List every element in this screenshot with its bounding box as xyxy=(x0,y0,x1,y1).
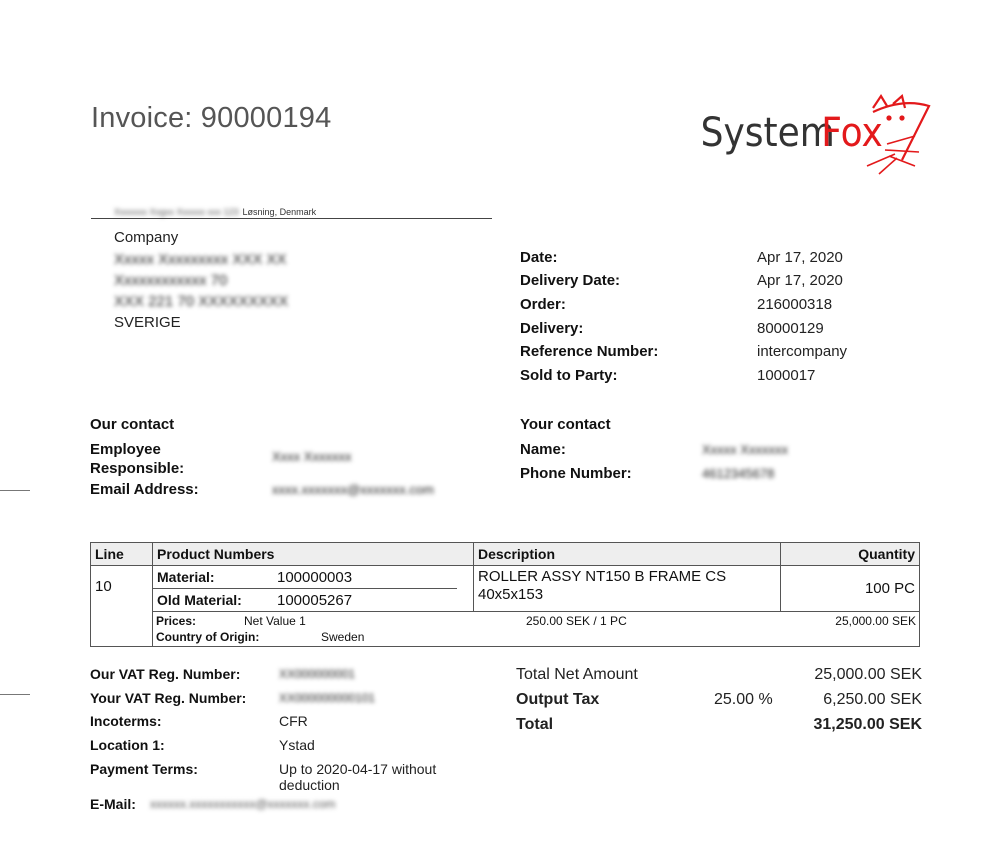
fold-mark xyxy=(0,490,30,491)
column-header-description: Description xyxy=(474,543,781,566)
sender-address-blurred: Xxxxxxx Xxgxx Xxxxxx xxx 123 xyxy=(114,207,239,217)
output-tax-label: Output Tax xyxy=(516,691,600,708)
date-label: Date: xyxy=(520,249,558,266)
old-material-value: 100005267 xyxy=(277,591,353,609)
table-header-row xyxy=(91,543,920,566)
output-tax-value: 6,250.00 SEK xyxy=(823,691,922,708)
page-title: Invoice: 90000194 xyxy=(91,102,332,134)
logo-text-fox: Fox xyxy=(821,109,883,156)
sender-divider xyxy=(91,218,492,219)
material-label: Material: xyxy=(157,569,215,585)
incoterms-label: Incoterms: xyxy=(90,713,162,729)
payment-terms-value: Up to 2020-04-17 without deduction xyxy=(279,761,437,793)
column-header-line: Line xyxy=(91,543,153,566)
employee-responsible-value: Xxxx Xxxxxxx xyxy=(272,449,352,464)
phone-number-value: 4612345678 xyxy=(702,466,775,481)
employee-responsible-label: Employee Responsible: xyxy=(90,441,185,477)
unit-price: 250.00 SEK / 1 PC xyxy=(526,614,627,628)
recipient-company: Company xyxy=(114,229,179,246)
total-net-amount-value: 25,000.00 SEK xyxy=(814,666,922,683)
your-vat-label: Your VAT Reg. Number: xyxy=(90,690,247,706)
order-label: Order: xyxy=(520,296,566,313)
recipient-country: SVERIGE xyxy=(114,314,181,331)
location-value: Ystad xyxy=(279,737,315,753)
email-address-value: xxxx.xxxxxxx@xxxxxxx.com xyxy=(272,482,434,497)
reference-number-value: intercompany xyxy=(757,343,848,360)
line-total: 25,000.00 SEK xyxy=(835,614,916,628)
date-value: Apr 17, 2020 xyxy=(757,249,843,266)
delivery-date-label: Delivery Date: xyxy=(520,272,621,289)
our-vat-label: Our VAT Reg. Number: xyxy=(90,666,241,682)
old-material-label: Old Material: xyxy=(157,592,242,608)
total-net-amount-label: Total Net Amount xyxy=(516,666,638,683)
your-vat-value: XX000000000101 xyxy=(279,691,376,705)
invoice-items-table xyxy=(90,542,920,647)
sold-to-party-label: Sold to Party: xyxy=(520,367,618,384)
contact-name-value: Xxxxx Xxxxxxx xyxy=(702,442,788,457)
incoterms-value: CFR xyxy=(279,713,308,729)
recipient-line-4: XXX 221 70 XXXXXXXXX xyxy=(114,293,289,310)
product-numbers-cell xyxy=(153,566,474,612)
fold-mark xyxy=(0,694,30,695)
pricing-cell xyxy=(153,612,920,647)
line-number: 10 xyxy=(91,566,153,647)
net-value-label: Net Value 1 xyxy=(244,614,306,628)
systemfox-logo xyxy=(697,92,937,184)
prices-row xyxy=(156,613,916,629)
delivery-date-value: Apr 17, 2020 xyxy=(757,272,843,289)
sender-address xyxy=(114,207,316,217)
your-contact-heading: Your contact xyxy=(520,416,611,433)
material-row xyxy=(153,566,457,589)
material-value: 100000003 xyxy=(277,568,353,586)
table-row xyxy=(91,566,920,612)
delivery-value: 80000129 xyxy=(757,320,824,337)
column-header-quantity: Quantity xyxy=(781,543,920,566)
logo-text-system: System xyxy=(700,109,835,156)
email-label: E-Mail: xyxy=(90,796,136,812)
total-label: Total xyxy=(516,716,554,733)
item-description: ROLLER ASSY NT150 B FRAME CS 40x5x153 xyxy=(474,566,781,612)
origin-label: Country of Origin: xyxy=(156,630,260,644)
location-label: Location 1: xyxy=(90,737,165,753)
delivery-label: Delivery: xyxy=(520,320,584,337)
our-vat-value: XX000000001 xyxy=(279,667,356,681)
sold-to-party-value: 1000017 xyxy=(757,367,816,384)
item-quantity: 100 PC xyxy=(781,566,920,612)
phone-number-label: Phone Number: xyxy=(520,465,632,482)
reference-number-label: Reference Number: xyxy=(520,343,659,360)
recipient-line-3: Xxxxxxxxxxxx 70 xyxy=(114,272,228,289)
old-material-row xyxy=(153,589,473,611)
email-value: xxxxxx.xxxxxxxxxxx@xxxxxxx.com xyxy=(150,797,336,811)
our-contact-heading: Our contact xyxy=(90,416,175,433)
payment-terms-label: Payment Terms: xyxy=(90,761,198,777)
email-address-label: Email Address: xyxy=(90,481,199,498)
origin-value: Sweden xyxy=(321,630,365,644)
sender-address-suffix: Løsning, Denmark xyxy=(242,207,317,217)
order-value: 216000318 xyxy=(757,296,833,313)
prices-label: Prices: xyxy=(156,614,197,628)
output-tax-rate: 25.00 % xyxy=(714,691,773,708)
column-header-product: Product Numbers xyxy=(153,543,474,566)
total-value: 31,250.00 SEK xyxy=(813,716,922,733)
contact-name-label: Name: xyxy=(520,441,566,458)
origin-row xyxy=(156,629,916,645)
table-row-pricing xyxy=(91,612,920,647)
recipient-line-2: Xxxxx Xxxxxxxxx XXX XX xyxy=(114,251,287,268)
